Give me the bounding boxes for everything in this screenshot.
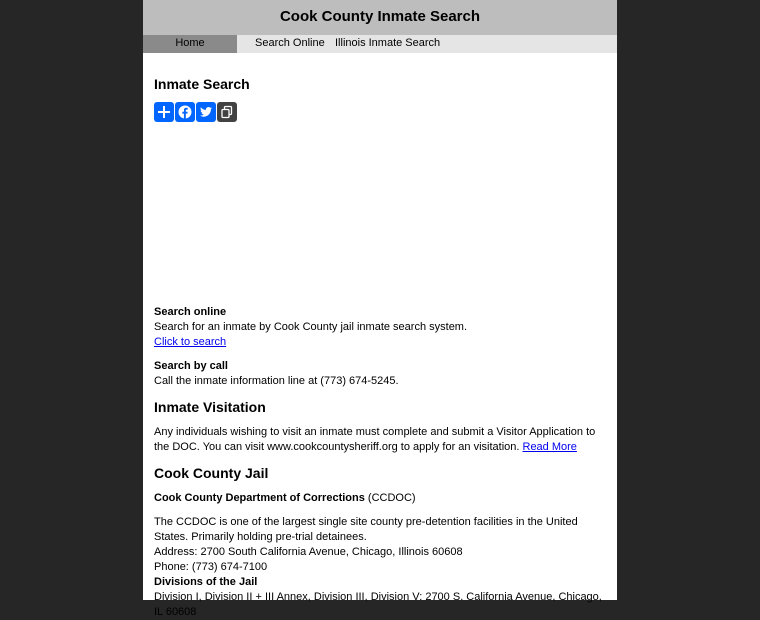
cook-county-jail-heading: Cook County Jail xyxy=(154,465,269,481)
inmate-search-heading: Inmate Search xyxy=(154,76,250,92)
add-share-button[interactable] xyxy=(154,102,174,122)
ad-space xyxy=(154,122,606,305)
nav-search-online[interactable]: Search Online xyxy=(255,37,325,49)
twitter-icon xyxy=(199,105,213,119)
click-to-search-link[interactable]: Click to search xyxy=(154,336,227,348)
inmate-visitation-heading: Inmate Visitation xyxy=(154,399,266,415)
copy-link-icon xyxy=(220,105,234,119)
read-more-link[interactable]: Read More xyxy=(522,441,577,453)
nav-illinois-inmate-search[interactable]: Illinois Inmate Search xyxy=(335,37,441,49)
search-online-text: Search for an inmate by Cook County jail inmate search system. xyxy=(154,321,468,333)
search-by-call-text: Call the inmate information line at (773) 674-5245. xyxy=(154,375,399,387)
share-bar xyxy=(154,102,606,122)
nav-home[interactable]: Home xyxy=(143,35,237,53)
main-content xyxy=(143,76,617,620)
facebook-icon xyxy=(178,105,192,119)
search-online-title: Search online xyxy=(154,306,227,318)
jail-description: The CCDOC is one of the largest single site county pre-detention facilities in the United States. Primarily holding pre-trial detainees. xyxy=(154,516,578,543)
add-icon xyxy=(157,105,171,119)
jail-address: Address: 2700 South California Avenue, Chicago, Illinois 60608 xyxy=(154,546,463,558)
twitter-share-button[interactable] xyxy=(196,102,216,122)
site-title[interactable]: Cook County Inmate Search xyxy=(279,8,481,25)
search-by-call-title: Search by call xyxy=(154,360,228,372)
divisions-title: Divisions of the Jail xyxy=(154,576,258,588)
page-container xyxy=(143,0,617,618)
department-name: Cook County Department of Corrections (CCDOC) xyxy=(154,492,416,504)
facebook-share-button[interactable] xyxy=(175,102,195,122)
nav-bar xyxy=(143,35,617,53)
copy-link-button[interactable] xyxy=(217,102,237,122)
jail-phone: Phone: (773) 674-7100 xyxy=(154,561,268,573)
visitation-text: Any individuals wishing to visit an inmate must complete and submit a Visitor Application to the DOC. You can visit www.cookcountysheriff.org to apply for an visitation. Read More xyxy=(154,426,596,453)
divisions-text: Division I, Division II + III Annex, Division III, Division V: 2700 S. California Avenue, Chicago, IL 60608 xyxy=(154,591,602,618)
site-header xyxy=(143,0,617,35)
